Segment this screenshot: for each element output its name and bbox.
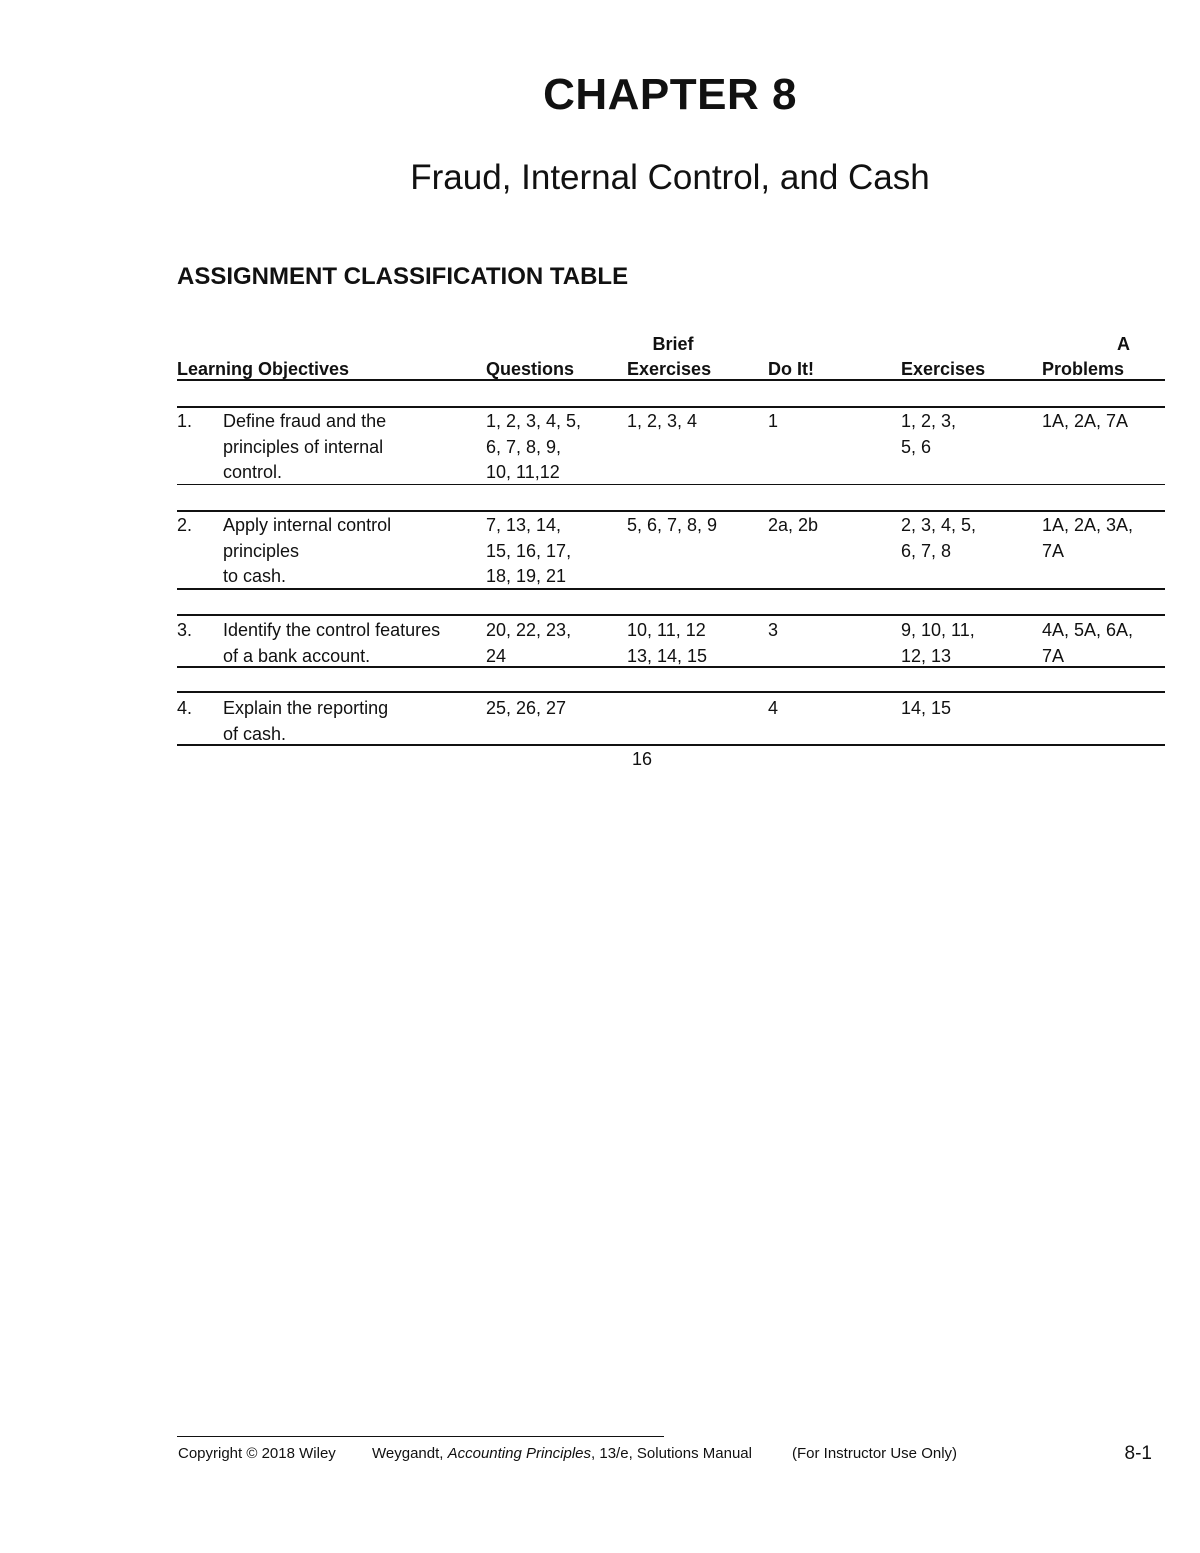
row-objective bbox=[223, 618, 440, 669]
row-number: 2. bbox=[177, 515, 193, 535]
exercises-line: 6, 7, 8 bbox=[901, 540, 952, 561]
row-objective bbox=[223, 409, 386, 486]
a-problems-line: 4A, 5A, 6A, bbox=[1042, 620, 1134, 640]
footer-citation bbox=[372, 1445, 752, 1462]
footer-edition: , 13/e bbox=[591, 1445, 629, 1462]
row-questions bbox=[486, 409, 581, 486]
row-do-it bbox=[768, 513, 818, 539]
row-exercises bbox=[901, 513, 976, 564]
a-problems-line: 1A, 2A, 3A, bbox=[1042, 515, 1134, 535]
do-it-line: 2a, 2b bbox=[768, 515, 819, 535]
header-exercises: Exercises bbox=[901, 359, 986, 379]
row-do-it bbox=[768, 696, 778, 722]
brief-line: 16 bbox=[627, 749, 653, 769]
footer-book-title: Accounting Principles bbox=[447, 1445, 592, 1462]
row-brief-exercises bbox=[627, 409, 697, 435]
do-it-line: 1 bbox=[768, 411, 779, 431]
questions-line: 24 bbox=[486, 645, 507, 666]
row-a-problems bbox=[1042, 513, 1133, 564]
footer-manual: , Solutions Manual bbox=[628, 1445, 752, 1462]
row-4-top-rule bbox=[177, 691, 1165, 693]
questions-line: 25, 26, 27 bbox=[486, 698, 567, 718]
row-2-bottom-rule bbox=[177, 588, 1165, 590]
objective-line: principles bbox=[223, 540, 300, 561]
row-a-problems bbox=[1042, 618, 1133, 669]
exercises-line: 9, 10, 11, bbox=[901, 620, 975, 640]
header-a-problems-line2: Problems bbox=[1042, 359, 1125, 379]
row-a-problems bbox=[1042, 409, 1128, 435]
objective-line: principles of internal bbox=[223, 436, 384, 457]
questions-line: 10, 11,12 bbox=[486, 462, 560, 482]
questions-line: 1, 2, 3, 4, 5, bbox=[486, 411, 582, 431]
chapter-title: CHAPTER 8 bbox=[543, 70, 797, 119]
row-do-it bbox=[768, 618, 778, 644]
section-heading: ASSIGNMENT CLASSIFICATION TABLE bbox=[177, 263, 629, 290]
header-questions: Questions bbox=[486, 359, 575, 379]
header-do-it: Do It! bbox=[768, 359, 814, 379]
objective-line: control. bbox=[223, 462, 283, 482]
row-1-top-rule bbox=[177, 406, 1165, 408]
row-questions bbox=[486, 513, 571, 590]
row-brief-exercises bbox=[627, 618, 707, 669]
row-objective bbox=[223, 696, 388, 747]
row-brief-exercises bbox=[627, 696, 657, 824]
exercises-line: 5, 6 bbox=[901, 436, 932, 457]
questions-line: 6, 7, 8, 9, bbox=[486, 436, 562, 457]
row-2-top-rule bbox=[177, 510, 1165, 512]
footer-rule bbox=[177, 1436, 664, 1437]
row-3-top-rule bbox=[177, 614, 1165, 616]
row-1-bottom-rule bbox=[177, 484, 1165, 485]
exercises-line: 2, 3, 4, 5, bbox=[901, 515, 977, 535]
header-a-problems-line1: A bbox=[1117, 334, 1130, 354]
row-4-bottom-rule bbox=[177, 744, 1165, 746]
page-number: 8-1 bbox=[1124, 1443, 1152, 1464]
do-it-line: 3 bbox=[768, 620, 779, 640]
objective-line: of cash. bbox=[223, 723, 287, 744]
objective-line: to cash. bbox=[223, 566, 287, 586]
header-rule bbox=[177, 379, 1165, 381]
footer-usage: (For Instructor Use Only) bbox=[792, 1445, 958, 1462]
objective-line: Identify the control features bbox=[223, 620, 441, 640]
brief-line: 5, 6, 7, 8, 9 bbox=[627, 515, 718, 535]
do-it-line: 4 bbox=[768, 698, 779, 718]
row-3-bottom-rule bbox=[177, 666, 1165, 668]
row-number: 4. bbox=[177, 698, 193, 718]
row-questions bbox=[486, 696, 566, 722]
row-exercises bbox=[901, 696, 951, 722]
objective-line: of a bank account. bbox=[223, 645, 371, 666]
questions-line: 20, 22, 23, bbox=[486, 620, 572, 640]
row-number: 3. bbox=[177, 620, 193, 640]
chapter-subtitle: Fraud, Internal Control, and Cash bbox=[410, 158, 930, 197]
questions-line: 18, 19, 21 bbox=[486, 566, 567, 586]
row-exercises bbox=[901, 618, 975, 669]
header-learning-objectives: Learning Objectives bbox=[177, 359, 350, 379]
footer-author: Weygandt, bbox=[372, 1445, 448, 1462]
exercises-line: 1, 2, 3, bbox=[901, 411, 957, 431]
row-brief-exercises bbox=[627, 513, 717, 539]
row-exercises bbox=[901, 409, 956, 460]
questions-line: 15, 16, 17, bbox=[486, 540, 572, 561]
row-do-it bbox=[768, 409, 778, 435]
header-brief-line2: Exercises bbox=[627, 359, 712, 379]
objective-line: Explain the reporting bbox=[223, 698, 389, 718]
row-number: 1. bbox=[177, 411, 193, 431]
row-objective bbox=[223, 513, 391, 590]
a-problems-line: 7A bbox=[1042, 645, 1065, 666]
footer-copyright: Copyright © 2018 Wiley bbox=[178, 1445, 336, 1462]
a-problems-line: 7A bbox=[1042, 540, 1065, 561]
questions-line: 7, 13, 14, bbox=[486, 515, 562, 535]
brief-line: 10, 11, 12 bbox=[627, 620, 706, 640]
exercises-line: 12, 13 bbox=[901, 645, 952, 666]
row-questions bbox=[486, 618, 571, 669]
a-problems-line: 1A, 2A, 7A bbox=[1042, 411, 1129, 431]
brief-line: 1, 2, 3, 4 bbox=[627, 411, 698, 431]
header-brief-line1: Brief bbox=[652, 334, 694, 354]
brief-line: 13, 14, 15 bbox=[627, 645, 708, 666]
objective-line: Define fraud and the bbox=[223, 411, 387, 431]
exercises-line: 14, 15 bbox=[901, 698, 952, 718]
objective-line: Apply internal control bbox=[223, 515, 392, 535]
